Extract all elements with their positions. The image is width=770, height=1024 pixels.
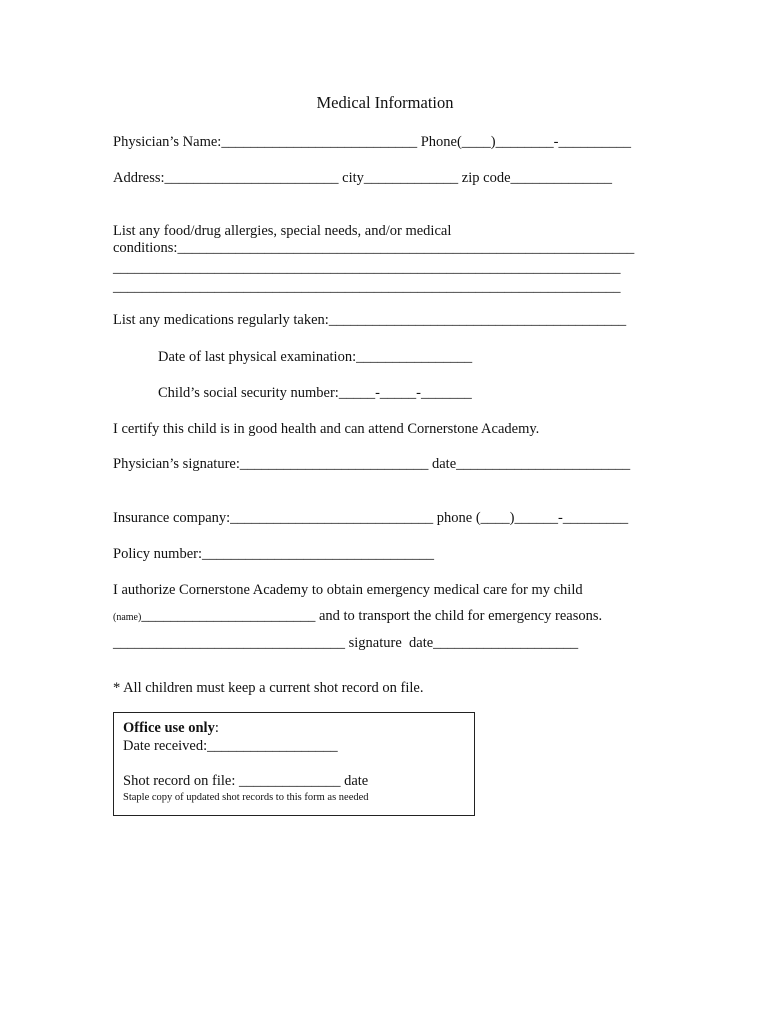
conditions-blank-line[interactable]: ______________________________________________________________________: [113, 279, 621, 295]
conditions-blank-line[interactable]: ______________________________________________________________________: [113, 260, 621, 276]
ssn-field[interactable]: Child’s social security number:_____-_____-_______: [158, 385, 472, 401]
child-name-field[interactable]: [113, 607, 602, 627]
shot-record-note: * All children must keep a current shot record on file.: [113, 680, 424, 696]
physical-exam-date-field[interactable]: Date of last physical examination:________________: [158, 349, 473, 365]
authorize-statement: I authorize Cornerstone Academy to obtain emergency medical care for my child: [113, 582, 583, 598]
allergies-label: List any food/drug allergies, special needs, and/or medical: [113, 223, 452, 239]
policy-number-field[interactable]: Policy number:________________________________: [113, 546, 435, 562]
staple-note: Staple copy of updated shot records to this form as needed: [123, 792, 369, 803]
certify-statement: I certify this child is in good health and can attend Cornerstone Academy.: [113, 421, 540, 437]
office-use-box: [113, 712, 475, 816]
shot-record-on-file-field[interactable]: Shot record on file: ______________ date: [123, 773, 369, 789]
insurance-field[interactable]: Insurance company:____________________________ phone (____)______-_________: [113, 510, 629, 526]
physician-name-phone-field[interactable]: Physician’s Name:___________________________ Phone(____)________-__________: [113, 134, 631, 150]
office-use-heading: Office use only:: [123, 720, 219, 736]
name-label: (name): [113, 612, 142, 623]
address-field[interactable]: Address:________________________ city_____________ zip code______________: [113, 170, 613, 186]
parent-signature-field[interactable]: ________________________________ signature date____________________: [113, 635, 579, 651]
conditions-field[interactable]: conditions:_______________________________________________________________: [113, 240, 635, 256]
physician-signature-field[interactable]: Physician’s signature:__________________________ date________________________: [113, 456, 631, 472]
date-received-field[interactable]: Date received:__________________: [123, 738, 338, 754]
page-title: Medical Information: [316, 93, 454, 112]
medications-field[interactable]: List any medications regularly taken:_________________________________________: [113, 312, 627, 328]
child-name-line[interactable]: ________________________ and to transport the child for emergency reasons.: [141, 608, 603, 624]
